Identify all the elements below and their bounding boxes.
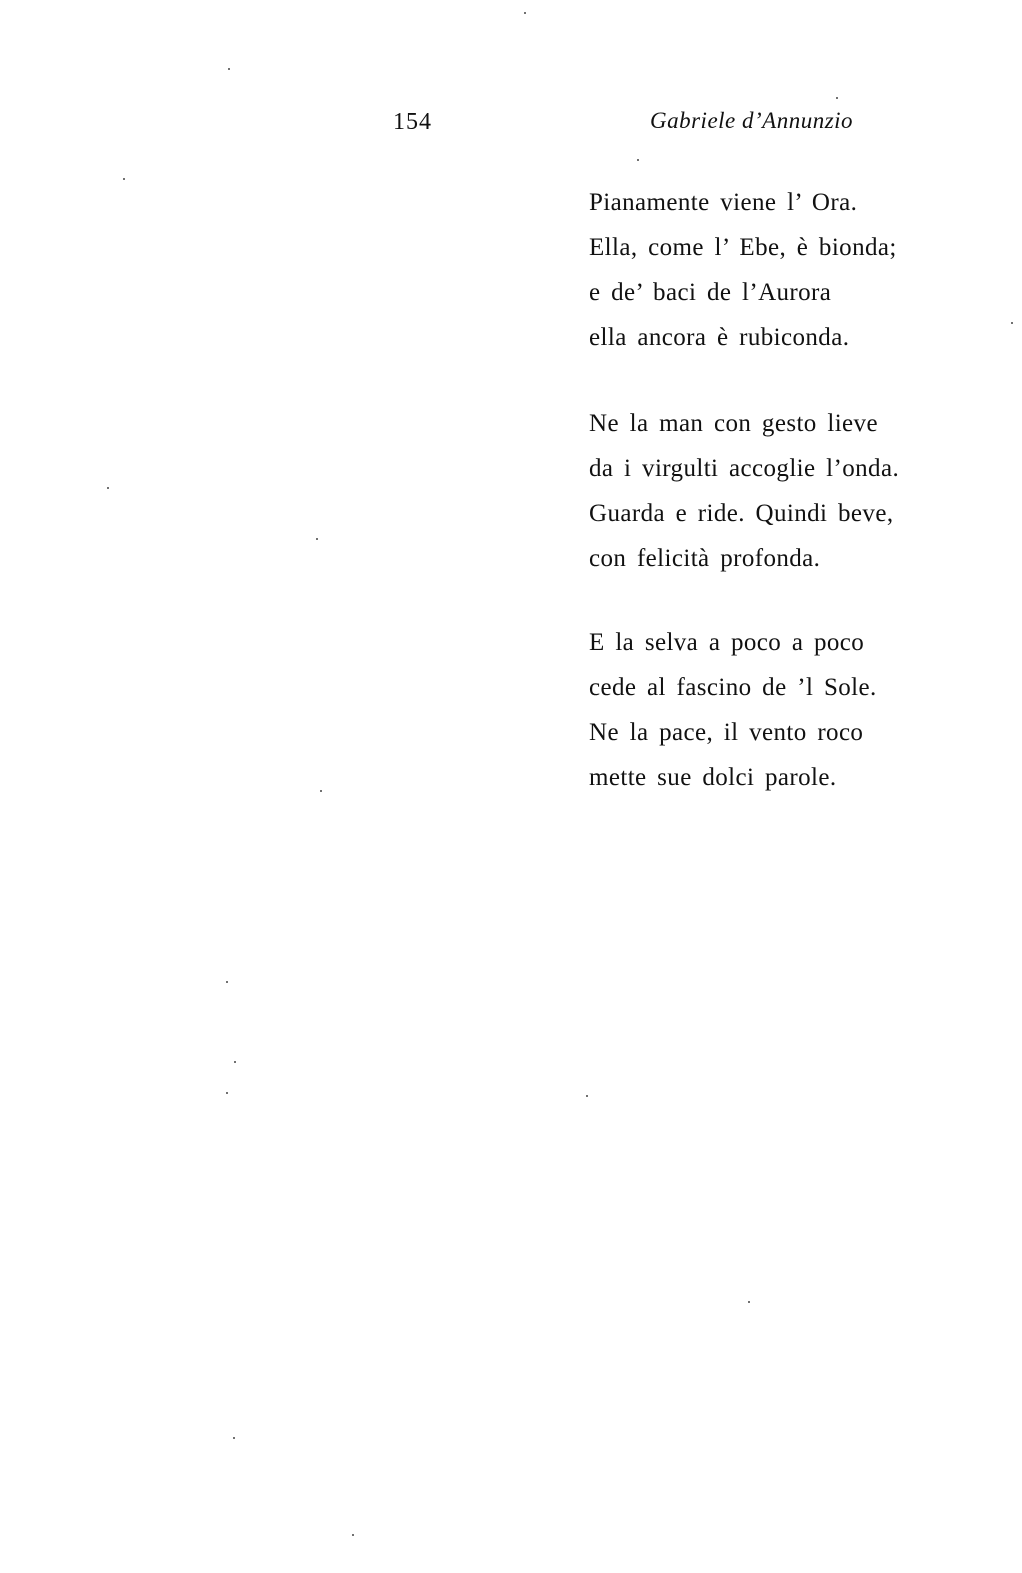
poem-line: Guarda e ride. Quindi beve, bbox=[589, 500, 894, 527]
poem-line: Pianamente viene l’ Ora. bbox=[589, 189, 858, 216]
scan-speck bbox=[524, 12, 526, 14]
poem-line: cede al fascino de ’l Sole. bbox=[589, 674, 877, 701]
scan-speck bbox=[228, 68, 230, 70]
poem-line: da i virgulti accoglie l’onda. bbox=[589, 455, 900, 482]
poem-line: Ella, come l’ Ebe, è bionda; bbox=[589, 234, 897, 261]
scan-speck bbox=[123, 178, 125, 180]
scan-speck bbox=[836, 97, 838, 99]
scan-speck bbox=[233, 1437, 235, 1439]
scan-speck bbox=[1011, 322, 1013, 324]
poem-stanza bbox=[589, 401, 899, 581]
scan-speck bbox=[316, 538, 318, 540]
scan-speck bbox=[637, 159, 639, 161]
poem-line: con felicità profonda. bbox=[589, 545, 821, 572]
poem-line: mette sue dolci parole. bbox=[589, 764, 837, 791]
scan-speck bbox=[586, 1095, 588, 1097]
scan-speck bbox=[226, 981, 228, 983]
poem-line: e de’ baci de l’Aurora bbox=[589, 279, 832, 306]
scan-speck bbox=[107, 487, 109, 489]
poem-line: E la selva a poco a poco bbox=[589, 629, 865, 656]
poem-line: Ne la man con gesto lieve bbox=[589, 410, 878, 437]
poem-line: ella ancora è rubiconda. bbox=[589, 324, 850, 351]
scan-speck bbox=[748, 1301, 750, 1303]
scan-speck bbox=[352, 1534, 354, 1536]
scan-speck bbox=[226, 1092, 228, 1094]
poem-line: Ne la pace, il vento roco bbox=[589, 719, 864, 746]
poem-stanza bbox=[589, 620, 877, 800]
poem-stanza bbox=[589, 180, 897, 360]
scan-speck bbox=[234, 1061, 236, 1063]
scan-speck bbox=[320, 790, 322, 792]
page-number: 154 bbox=[393, 109, 432, 135]
running-title: Gabriele d’Annunzio bbox=[650, 108, 854, 133]
